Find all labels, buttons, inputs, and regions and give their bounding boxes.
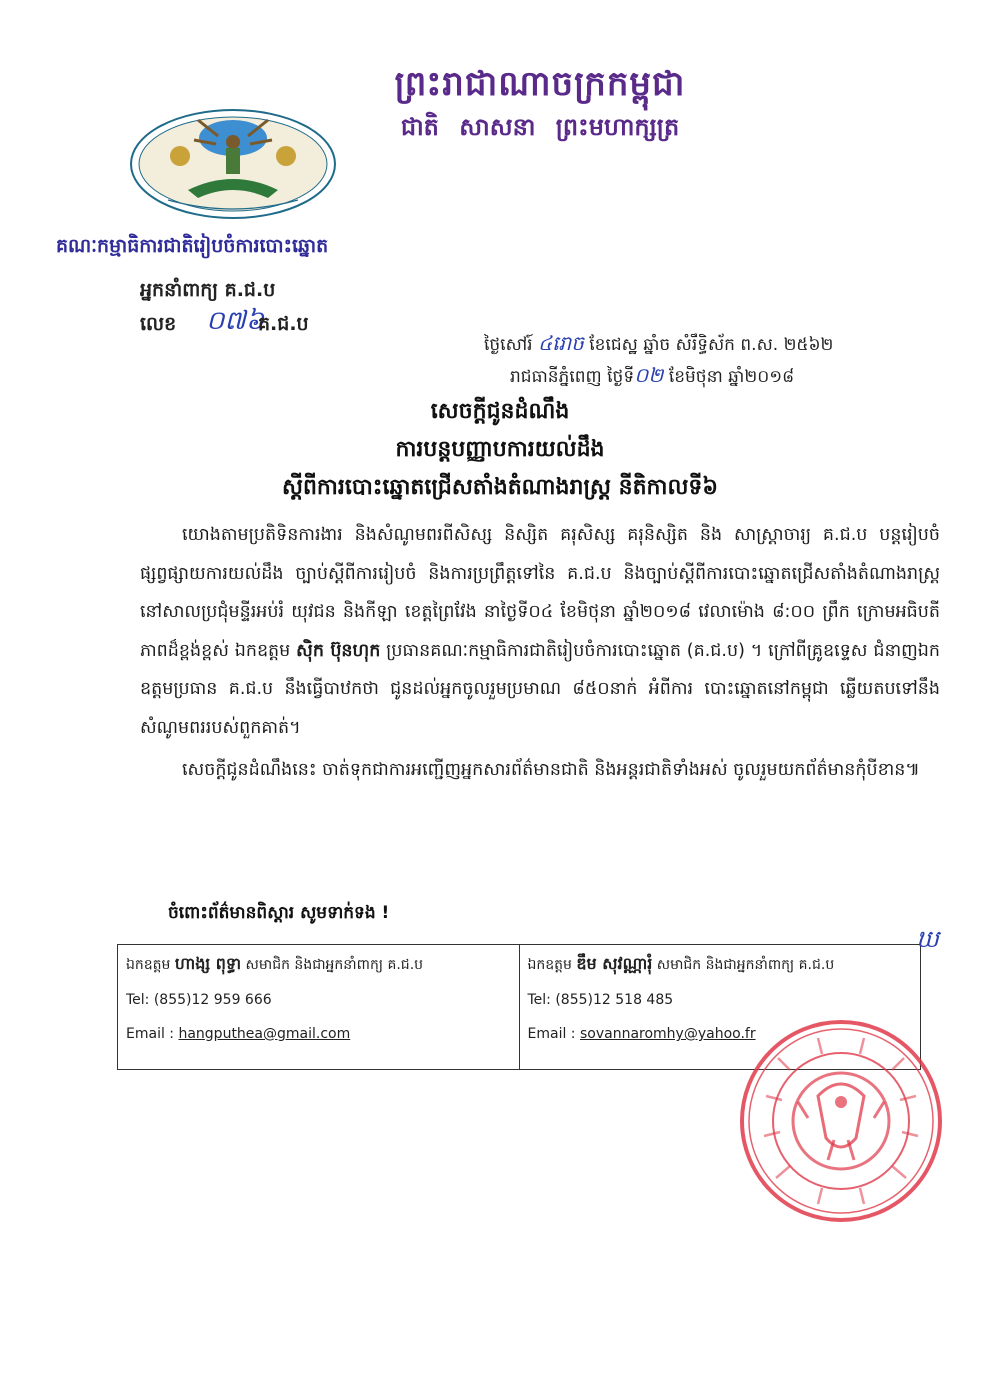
contact-title: ឯកឧត្តម xyxy=(527,957,572,973)
p1-part1: យោងតាមប្រតិទិនការងារ និងសំណូមពរពីសិស្ស និស្សិត គរុសិស្ស គរុនិស្សិត និង សាស្ត្រាចារ្យ គ.ជ.ប បន្តរៀបចំផ្សព្វផ្សាយការយល់ដឹង ច្បាប់ស្តីពីការរៀបចំ និងការប្រព្រឹត្តទៅនៃ គ.ជ.ប និងច្បាប់ស្តីពីការបោះឆ្នោតជ្រើសតាំងតំណាងរាស្ត្រ នៅសាលប្រជុំមន្ទីរអប់រំ យុវជន និងកីឡា ខេត្តព្រៃវែង នាថ្ងៃទី០៤ ខែមិថុនា ឆ្នាំ២០១៨ វេលាម៉ោង ៨:០០ ព្រឹក ក្រោមអធិបតីភាពដ៏ខ្ពង់ខ្ពស់ ឯកឧត្តម xyxy=(140,525,940,661)
official-stamp xyxy=(738,1018,944,1224)
contact-tel: Tel: (855)12 518 485 xyxy=(527,992,674,1008)
contact-name: ឌឹម សុវណ្ណារុំ xyxy=(576,954,653,973)
closing-line: ចំពោះព័ត៌មានពិស្តារ សូមទាក់ទង ! xyxy=(168,903,390,923)
lunar-date xyxy=(484,330,833,360)
solar-date xyxy=(510,362,794,392)
solar-prefix: រាជធានីភ្នំពេញ ថ្ងៃទី xyxy=(510,367,635,387)
chairman-name: ស៊ិក ប៊ុនហុក xyxy=(296,640,381,661)
kingdom-heading: ព្រះរាជាណាចក្រកម្ពុជា xyxy=(394,64,686,104)
lunar-rest: ខែជេស្ឋ ឆ្នាំច សំរឹទ្ធិស័ក ព.ស. ២៥៦២ xyxy=(589,335,834,355)
spokesperson-label: អ្នកនាំពាក្យ គ.ជ.ប xyxy=(140,279,276,301)
document-title xyxy=(200,392,800,506)
email-link[interactable]: sovannaromhy@yahoo.fr xyxy=(579,1026,756,1042)
handwritten-initials: ឃ xyxy=(916,925,939,953)
contact-heading xyxy=(528,951,911,987)
contact-role: សមាជិក និងជាអ្នកនាំពាក្យ គ.ជ.ប xyxy=(656,957,835,973)
contact-role: សមាជិក និងជាអ្នកនាំពាក្យ គ.ជ.ប xyxy=(245,957,424,973)
contact-heading xyxy=(126,951,509,987)
reference-org: គ.ជ.ប xyxy=(258,313,309,335)
title-line-1: សេចក្តីជូនដំណឹង xyxy=(430,398,570,424)
contact-title: ឯកឧត្តម xyxy=(126,957,171,973)
reference-number: ០៧៦ xyxy=(206,306,265,336)
contact-name: ហាង្ស ពុទ្ធា xyxy=(174,954,242,973)
contact-cell xyxy=(118,945,520,1070)
email-label: Email : xyxy=(527,1026,580,1042)
email-label: Email : xyxy=(126,1026,179,1042)
body-paragraph-2: សេចក្តីជូនដំណឹងនេះ ចាត់ទុកជាការអញ្ជើញអ្នកសារព័ត៌មានជាតិ និងអន្តរជាតិទាំងអស់ ចូលរួមយកព័ត៌មានកុំបីខាន៕ xyxy=(182,760,920,780)
email-link[interactable]: hangputhea@gmail.com xyxy=(178,1026,351,1042)
title-line-3: ស្តីពីការបោះឆ្នោតជ្រើសតាំងតំណាងរាស្ត្រ នីតិកាលទី៦ xyxy=(282,474,718,500)
solar-handwritten: ០២ xyxy=(634,363,664,387)
contact-tel: Tel: (855)12 959 666 xyxy=(126,992,272,1008)
solar-rest: ខែមិថុនា ឆ្នាំ២០១៨ xyxy=(668,367,795,387)
lunar-handwritten: ៤រោច xyxy=(537,331,584,355)
p1-part2: ប្រធានគណៈកម្មាធិការជាតិរៀបចំការបោះឆ្នោត (គ.ជ.ប) ។ ក្រៅពីគ្រូឧទ្ទេស ជំនាញឯកឧត្តមប្រធាន គ.ជ.ប នឹងធ្វើបាឋកថា ជូនដល់អ្នកចូលរួមប្រមាណ ៨៥០នាក់ អំពីការ បោះឆ្នោតនៅកម្ពុជា ឆ្លើយតបទៅនឹងសំណូមពររបស់ពួកគាត់។ xyxy=(140,640,940,738)
nec-logo xyxy=(128,108,338,220)
organization-name: គណៈកម្មាធិការជាតិរៀបចំការបោះឆ្នោត xyxy=(56,235,329,257)
lunar-day: ថ្ងៃសៅរ៍ xyxy=(484,335,533,355)
national-motto: ជាតិ សាសនា ព្រះមហាក្សត្រ xyxy=(400,112,680,141)
body-paragraph-1 xyxy=(140,516,940,747)
title-line-2: ការបន្តបញ្ញាបការយល់ដឹង xyxy=(395,436,605,462)
reference-label: លេខ xyxy=(140,313,177,335)
body-text xyxy=(140,516,940,790)
contact-email-line xyxy=(126,1021,509,1055)
